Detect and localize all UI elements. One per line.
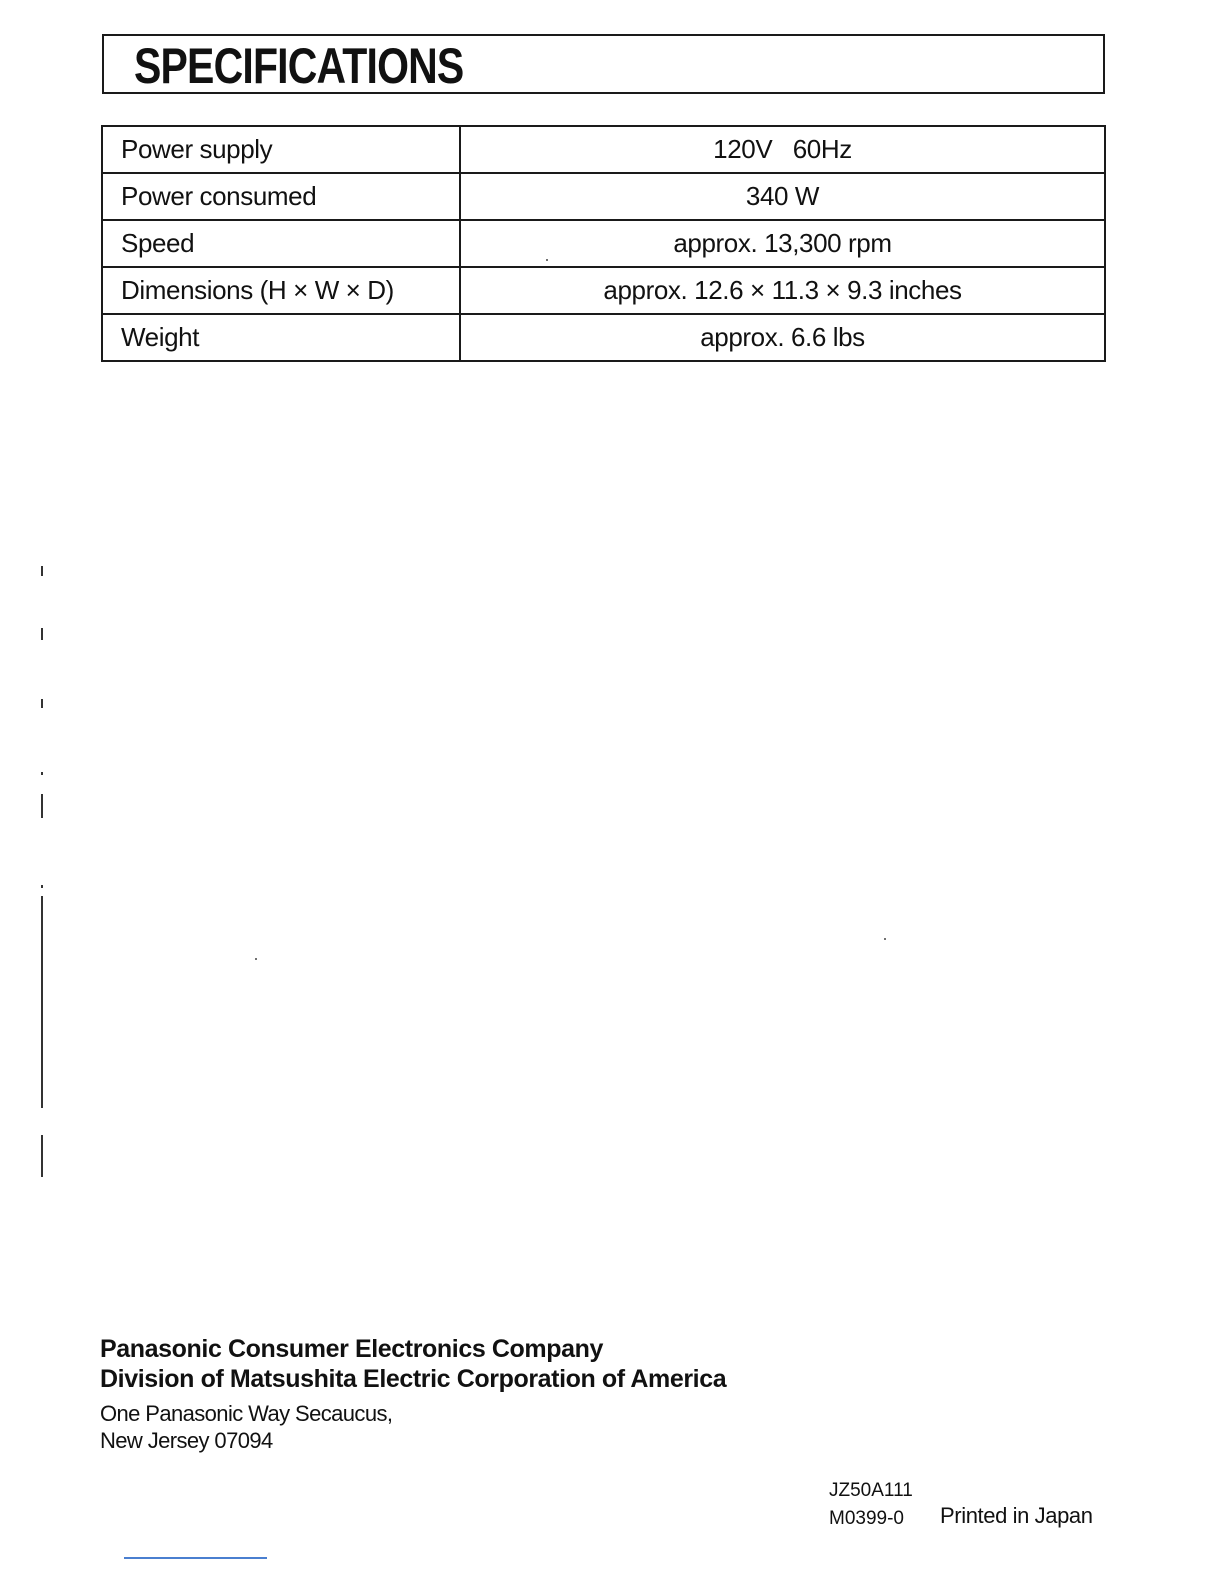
company-line-2: Division of Matsushita Electric Corporation of America bbox=[100, 1365, 727, 1393]
document-code-2: M0399-0 bbox=[829, 1508, 904, 1529]
spec-value: approx. 13,300 rpm bbox=[460, 220, 1105, 267]
table-row bbox=[102, 267, 1105, 314]
scan-mark bbox=[41, 896, 43, 1108]
specifications-table bbox=[101, 125, 1106, 362]
scan-speck bbox=[884, 938, 886, 940]
scan-mark bbox=[41, 794, 43, 818]
table-row bbox=[102, 220, 1105, 267]
scan-margin-marks bbox=[41, 560, 45, 1180]
table-row bbox=[102, 126, 1105, 173]
scan-mark bbox=[41, 772, 43, 775]
address-line-2: New Jersey 07094 bbox=[100, 1428, 273, 1453]
company-address bbox=[100, 1400, 392, 1454]
spec-value: approx. 12.6 × 11.3 × 9.3 inches bbox=[460, 267, 1105, 314]
company-name bbox=[100, 1334, 726, 1394]
spec-label: Speed bbox=[102, 220, 460, 267]
scan-mark bbox=[41, 885, 43, 888]
scan-mark bbox=[41, 566, 43, 576]
spec-value: 340 W bbox=[460, 173, 1105, 220]
spec-label: Weight bbox=[102, 314, 460, 361]
spec-label: Dimensions (H × W × D) bbox=[102, 267, 460, 314]
document-code-1: JZ50A111 bbox=[829, 1480, 913, 1501]
table-row bbox=[102, 314, 1105, 361]
address-line-1: One Panasonic Way Secaucus, bbox=[100, 1401, 393, 1426]
table-row bbox=[102, 173, 1105, 220]
scan-mark bbox=[41, 628, 43, 640]
page-title: SPECIFICATIONS bbox=[134, 38, 464, 94]
printed-in-label: Printed in Japan bbox=[940, 1503, 1093, 1528]
spec-value: approx. 6.6 lbs bbox=[460, 314, 1105, 361]
scan-speck bbox=[546, 259, 548, 261]
scan-speck bbox=[255, 958, 257, 960]
document-codes bbox=[829, 1477, 913, 1533]
spec-label: Power consumed bbox=[102, 173, 460, 220]
specifications-title-box bbox=[102, 34, 1105, 94]
scan-mark bbox=[41, 1135, 43, 1177]
company-line-1: Panasonic Consumer Electronics Company bbox=[100, 1335, 604, 1363]
spec-label: Power supply bbox=[102, 126, 460, 173]
scan-mark bbox=[41, 699, 43, 708]
spec-value: 120V 60Hz bbox=[460, 126, 1105, 173]
bottom-accent-line bbox=[124, 1557, 267, 1559]
